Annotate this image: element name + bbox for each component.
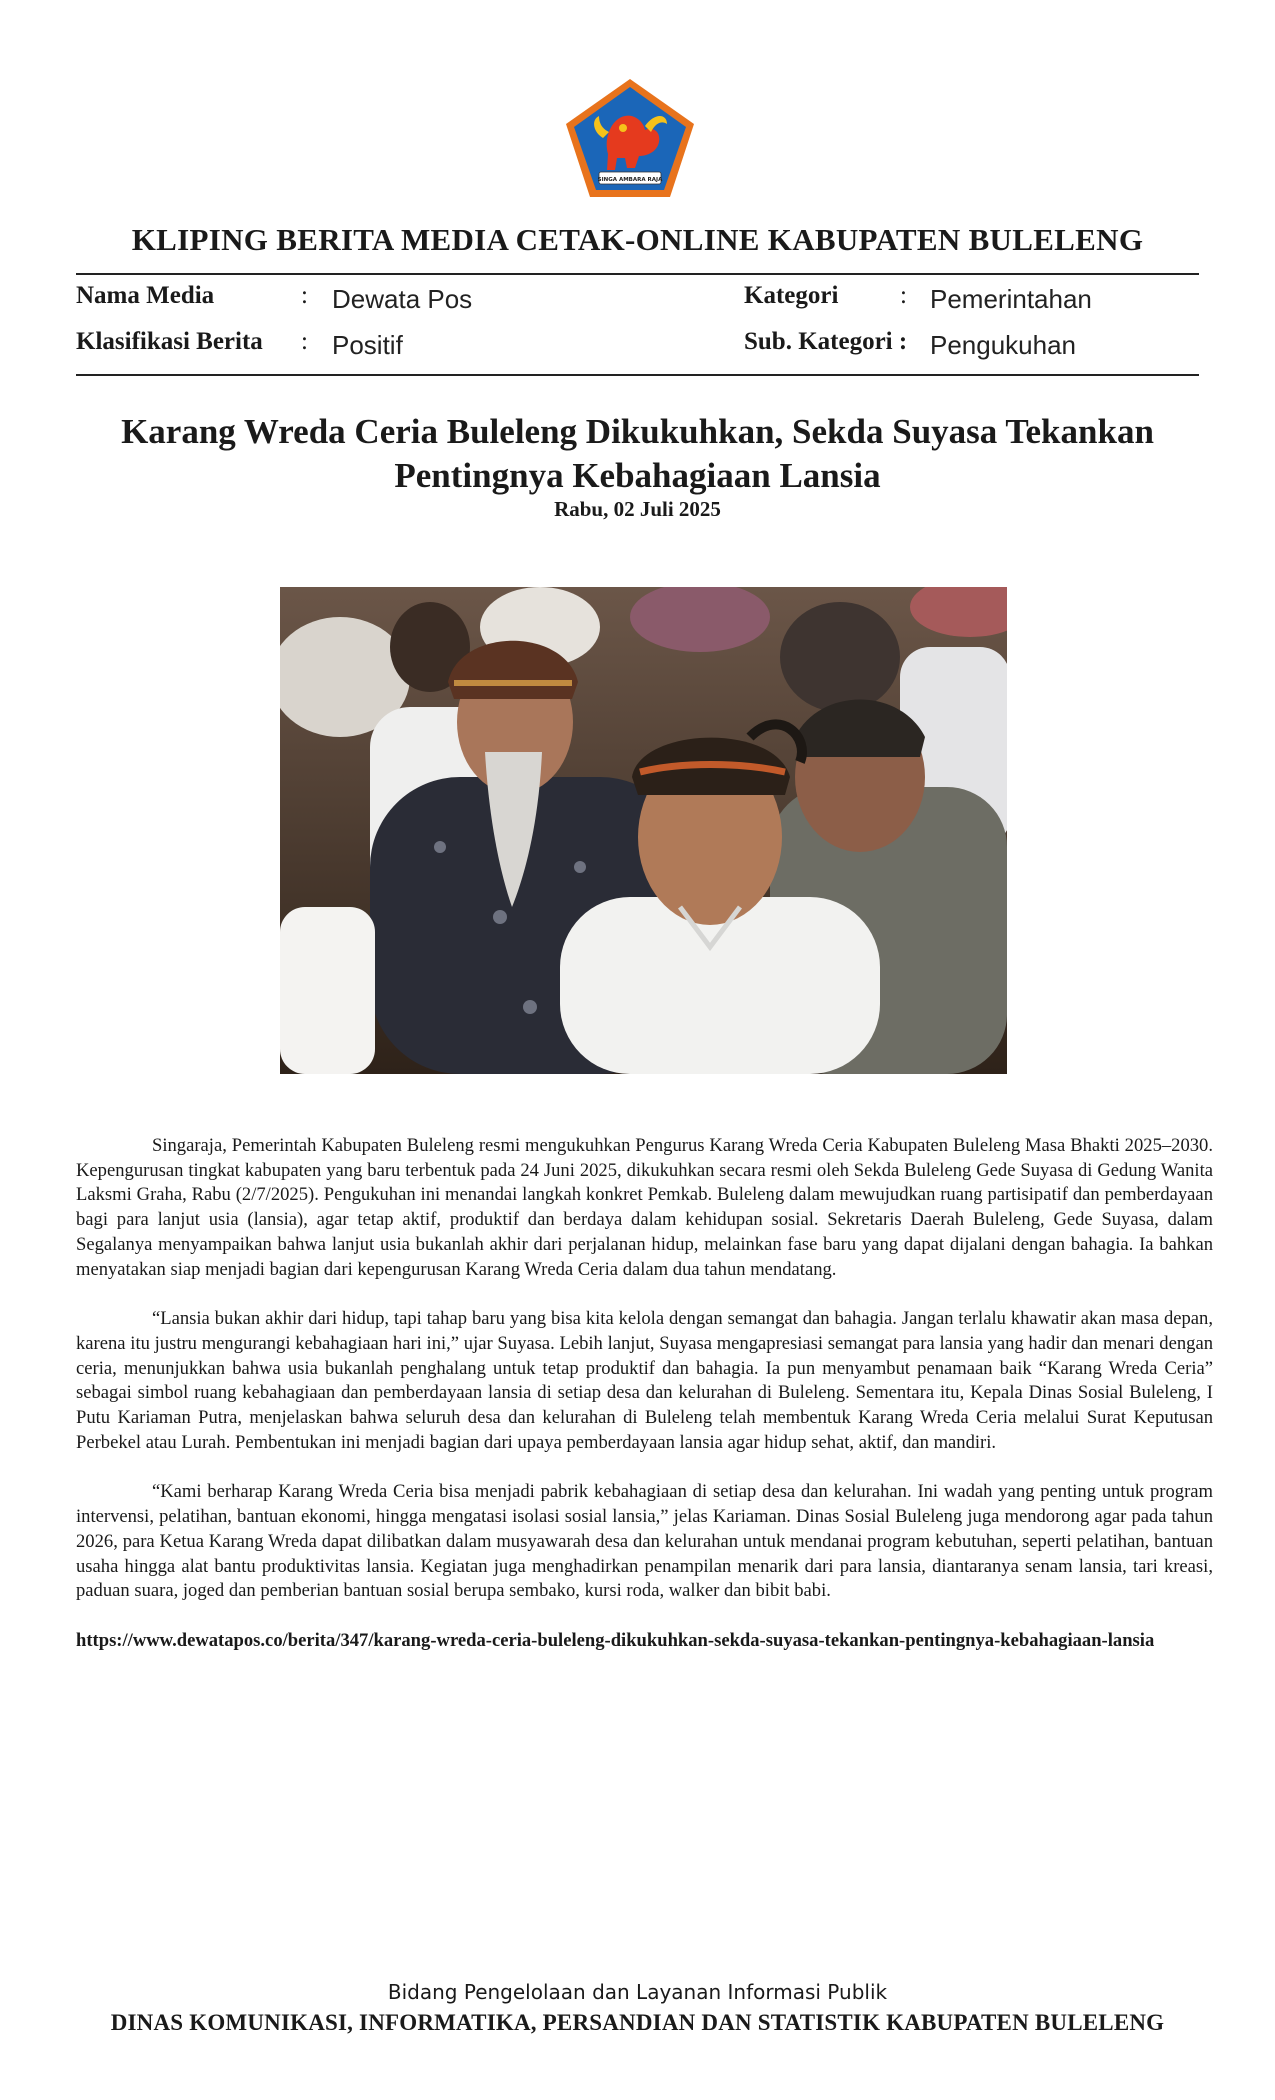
kategori-label: Kategori: [744, 282, 839, 309]
article-headline: Karang Wreda Ceria Buleleng Dikukuhkan, Sekda Suyasa Tekankan Pentingnya Kebahagiaan Lansia: [121, 412, 1154, 495]
media-label: Nama Media: [76, 282, 215, 309]
divider-top: [76, 273, 1199, 275]
elderly-men-photo: [280, 587, 1007, 1074]
footer-department: Bidang Pengelolaan dan Layanan Informasi Publik: [387, 1980, 888, 2004]
article-body: [76, 1134, 1213, 1679]
media-value: Dewata Pos: [332, 284, 473, 314]
klasifikasi-colon: :: [301, 328, 308, 355]
document-title: KLIPING BERITA MEDIA CETAK-ONLINE KABUPATEN BULELENG: [131, 222, 1144, 257]
meta-row-1: [76, 282, 1199, 322]
divider-bottom: [76, 374, 1199, 376]
article-date: Rabu, 02 Juli 2025: [554, 497, 721, 521]
logo-motto: SINGA AMBARA RAJA: [597, 177, 663, 183]
paragraph-3: “Kami berharap Karang Wreda Ceria bisa menjadi pabrik kebahagiaan di setiap desa dan kelurahan. Ini wadah yang penting untuk program intervensi, pelatihan, bantuan ekonomi, hingga mengatasi isolasi sosial lansia,” jelas Kariaman. Dinas Sosial Buleleng juga mendorong agar pada tahun 2026, para Ketua Karang Wreda dapat dilibatkan dalam musyawarah desa dan kelurahan untuk mendanai program kebutuhan, seperti pelatihan, bantuan usaha hingga alat bantu produktivitas lansia. Kegiatan juga menghadirkan penampilan menarik dari para lansia, diantaranya senam lansia, tari kreasi, paduan suara, joged dan pemberian bantuan sosial berupa sembako, kursi roda, walker dan bibit babi.: [76, 1481, 1213, 1602]
kategori-value: Pemerintahan: [930, 284, 1092, 314]
subkategori-value: Pengukuhan: [930, 330, 1077, 360]
klasifikasi-label: Klasifikasi Berita: [76, 328, 263, 355]
paragraph-1: Singaraja, Pemerintah Kabupaten Buleleng resmi mengukuhkan Pengurus Karang Wreda Ceria Kabupaten Buleleng Masa Bhakti 2025–2030. Kepengurusan tingkat kabupaten yang baru terbentuk pada 24 Juni 2025, dikukuhkan secara resmi oleh Sekda Buleleng Gede Suyasa di Gedung Wanita Laksmi Graha, Rabu (2/7/2025). Pengukuhan ini menandai langkah konkret Pemkab. Buleleng dalam mewujudkan ruang partisipatif dan pemberdayaan bagi para lanjut usia (lansia), agar tetap aktif, produktif dan berdaya dalam kehidupan sosial. Sekretaris Daerah Buleleng, Gede Suyasa, dalam Segalanya menyampaikan bahwa lanjut usia bukanlah akhir dari perjalanan hidup, melainkan fase baru yang dapat dijalani dengan bahagia. Ia bahkan menyatakan siap menjadi bagian dari kepengurusan Karang Wreda Ceria dalam dua tahun mendatang.: [76, 1135, 1213, 1280]
klasifikasi-value: Positif: [332, 330, 403, 360]
paragraph-2: “Lansia bukan akhir dari hidup, tapi tahap baru yang bisa kita kelola dengan semangat dan bahagia. Jangan terlalu khawatir akan masa depan, karena itu justru mengurangi kebahagiaan hari ini,” ujar Suyasa. Lebih lanjut, Suyasa mengapresiasi semangat para lansia yang hadir dan menari dengan ceria, menunjukkan bahwa usia bukanlah penghalang untuk tetap produktif dan bahagia. Ia pun menyambut penamaan baik “Karang Wreda Ceria” sebagai simbol ruang kebahagiaan dan pemberdayaan lansia di setiap desa dan kelurahan di Buleleng. Sementara itu, Kepala Dinas Sosial Buleleng, I Putu Kariaman Putra, menjelaskan bahwa seluruh desa dan kelurahan di Buleleng telah membentuk Karang Wreda Ceria melalui Surat Keputusan Perbekel atau Lurah. Pembentukan ini menjadi bagian dari upaya pemberdayaan lansia agar hidup sehat, aktif, dan mandiri.: [76, 1308, 1213, 1453]
source-link[interactable]: https://www.dewatapos.co/berita/347/karang-wreda-ceria-buleleng-dikukuhkan-sekda-suyasa-tekankan-pentingnya-kebahagiaan-lansia: [76, 1629, 1155, 1651]
media-colon: :: [301, 282, 308, 309]
subkategori-label: Sub. Kategori :: [744, 328, 908, 355]
meta-row-2: [76, 328, 1199, 368]
buleleng-crest-icon: [563, 76, 697, 200]
footer-agency: DINAS KOMUNIKASI, INFORMATIKA, PERSANDIAN DAN STATISTIK KABUPATEN BULELENG: [110, 2010, 1165, 2035]
kategori-colon: :: [900, 282, 907, 309]
